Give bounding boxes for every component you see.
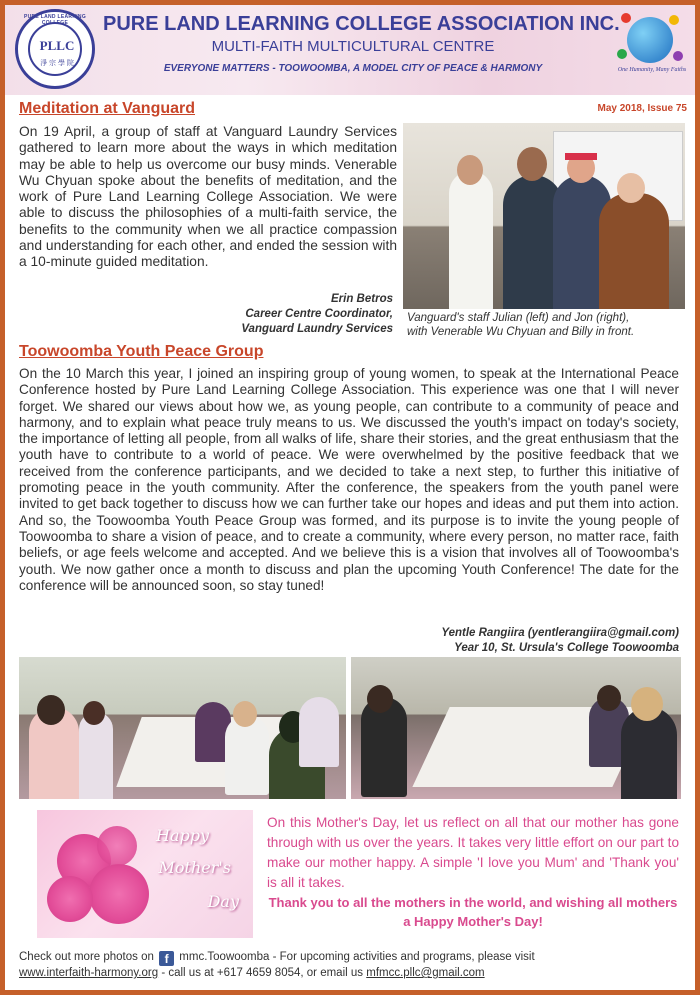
logo-chars: 淨 宗 學 院 <box>40 60 74 67</box>
globe-icon <box>627 17 673 63</box>
youth-photo-right <box>351 657 681 799</box>
globe-logo <box>613 11 687 81</box>
facebook-handle[interactable]: mmc.Toowoomba <box>179 951 270 963</box>
card-line-3: Day <box>207 892 239 911</box>
centre-subtitle: MULTI-FAITH MULTICULTURAL CENTRE <box>211 38 495 55</box>
tagline: EVERYONE MATTERS - TOOWOOMBA, A MODEL CITY OF PEACE & HARMONY <box>163 63 543 74</box>
card-line-1: Happy <box>155 826 209 845</box>
youth-body: On the 10 March this year, I joined an inspiring group of young women, to speak at the International Peace Conference hosted by Pure Land Learning College Association. This experience was one that I will never forget. We shared our views about how we, as young people, can contribute to a community of peace and harmony, and to explain what peace truly means to us. We discussed the youth's impact on today's society, the importance of letting all people, from all walks of life, share their stories, and the great enthusiasm that the youth have to contribute to a world of peace. We were overwhelmed by the positive feedback that we received from the conference participants, and we decided to take a next step, to further this initiative of promoting peace in the youth community. After the conference, the speakers from the youth panel were invited to get back together to discuss how we can further take our hopes and ideas and put them into action. And so, the Toowoomba Youth Peace Group was formed, and its purpose is to invite the young people of Toowoomba to share a vision of peace, and to create a community, where every person, no matter race, faith beliefs, or age feels welcome and accepted. And we believe this is a vision that involves all of Toowoomba's youth. We now gather once a month to discuss and plan the upcoming Youth Conference! The date for the conference will be announced soon, so stay tuned! <box>19 366 679 593</box>
logo-ring-text: PURE LAND LEARNING COLLEGE <box>23 14 87 26</box>
issue-date: May 2018, Issue 75 <box>597 103 687 114</box>
vanguard-signature <box>19 292 393 337</box>
masthead <box>5 5 695 95</box>
figure-icon <box>669 15 679 25</box>
mothers-day-thanks: Thank you to all the mothers in the world, and wishing all mothers a Happy Mother's Day! <box>268 895 678 929</box>
website-link[interactable]: www.interfaith-harmony.org <box>19 967 159 979</box>
author-org: Vanguard Laundry Services <box>241 323 393 335</box>
author-role: Career Centre Coordinator, <box>245 308 393 320</box>
globe-tagline: One Humanity, Many Faiths <box>617 67 687 73</box>
vanguard-photo <box>403 123 685 309</box>
footer-contact: Check out more photos on f mmc.Toowoomba - For upcoming activities and programs, please visit www.interfaith-harmony.org - call us at +617 4659 8054, or email us mfmcc.pllc@gmail.com <box>19 951 535 979</box>
vanguard-photo-caption: Vanguard's staff Julian (left) and Jon (right), with Venerable Wu Chyuan and Billy in front. <box>407 312 635 338</box>
college-logo <box>15 9 95 89</box>
email-link[interactable]: mfmcc.pllc@gmail.com <box>366 967 485 979</box>
youth-photo-left <box>19 657 346 799</box>
association-title: PURE LAND LEARNING COLLEGE ASSOCIATION INC. <box>103 13 620 35</box>
section-title-vanguard: Meditation at Vanguard <box>19 100 196 117</box>
newsletter-page <box>5 5 695 990</box>
vanguard-body: On 19 April, a group of staff at Vanguard Laundry Services gathered to learn more about the ways in which meditation may be able to help us overcome our busy minds. Venerable Wu Chyuan spoke about the benefits of meditation, and the work of Pure Land Learning College Association. We were able to discuss the philosophies of a multi-faith service, the benefits to the community when we all practice compassion and understanding for each other, and ended the session with a 10-minute guided meditation. <box>19 124 397 270</box>
youth-school: Year 10, St. Ursula's College Toowoomba <box>454 642 679 654</box>
logo-mark: PLLC <box>39 38 75 53</box>
section-title-youth: Toowoomba Youth Peace Group <box>19 343 264 360</box>
author-name: Erin Betros <box>331 293 393 305</box>
figure-icon <box>673 51 683 61</box>
mothers-day-card <box>37 810 253 938</box>
figure-icon <box>621 13 631 23</box>
flower-icon <box>97 826 137 866</box>
flower-icon <box>89 864 149 924</box>
youth-signature <box>19 626 679 656</box>
figure-icon <box>617 49 627 59</box>
mothers-day-message: On this Mother's Day, let us reflect on all that our mother has gone through with us over the years. It takes very little effort on our part to make our mother happy. A simple 'I love you Mum' and 'Thank you' is all it takes. <box>267 815 679 890</box>
facebook-icon[interactable]: f <box>159 951 174 966</box>
flower-icon <box>47 876 93 922</box>
card-line-2: Mother's <box>158 858 231 877</box>
youth-author: Yentle Rangiira (yentlerangiira@gmail.com) <box>441 627 679 639</box>
